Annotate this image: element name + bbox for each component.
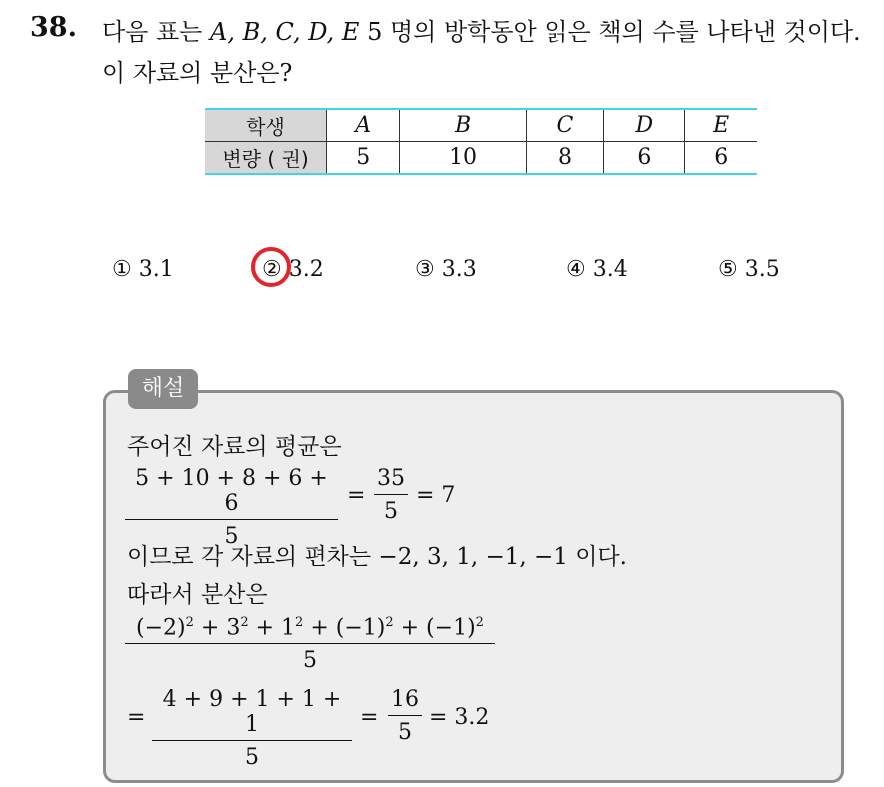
solution-tag: 해설 xyxy=(128,369,198,409)
mean-result: = 7 xyxy=(416,483,456,508)
table-header-value: 변량 ( 권) xyxy=(205,142,327,175)
final-denominator-2: 5 xyxy=(388,715,422,745)
choice-5[interactable]: ⑤ 3.5 xyxy=(718,257,780,282)
final-denominator: 5 xyxy=(152,740,352,770)
question-vars: A, B, C, D, E xyxy=(210,18,360,46)
table-cell: C xyxy=(526,109,604,142)
table-cell: 8 xyxy=(526,142,604,175)
table-header-student: 학생 xyxy=(205,109,327,142)
table-row xyxy=(205,109,757,142)
table-cell: E xyxy=(685,109,757,142)
question-prefix: 다음 표는 xyxy=(102,18,203,46)
solution-line-deviation: 이므로 각 자료의 편차는 −2, 3, 1, −1, −1 이다. xyxy=(127,544,627,570)
choice-4[interactable]: ④ 3.4 xyxy=(566,257,628,282)
mean-fraction-2 xyxy=(374,466,408,524)
question-text-line1 xyxy=(102,12,861,47)
choice-1[interactable]: ① 3.1 xyxy=(112,257,174,282)
table-cell: 5 xyxy=(327,142,400,175)
table-cell: 6 xyxy=(604,142,685,175)
mean-denominator-2: 5 xyxy=(374,494,408,524)
variance-denominator: 5 xyxy=(125,643,495,673)
variance-numerator: $(-2)^2 + 3^2 + 1^2 + (-1)^2 + (-1)^2$ xyxy=(136,615,484,641)
data-table xyxy=(205,108,757,175)
mean-numerator: 5 + 10 + 8 + 6 + 6 xyxy=(135,466,328,516)
answer-circle-mark xyxy=(251,247,291,287)
table-cell: 10 xyxy=(400,142,526,175)
mean-numerator-2: 35 xyxy=(377,466,405,491)
question-number: 38. xyxy=(30,12,77,43)
choice-3[interactable]: ③ 3.3 xyxy=(415,257,477,282)
table-cell: D xyxy=(604,109,685,142)
final-result: = 3.2 xyxy=(429,705,490,730)
final-equals: = xyxy=(127,705,146,730)
solution-line-variance-intro: 따라서 분산은 xyxy=(127,582,268,608)
final-equals-2: = xyxy=(360,705,379,730)
final-fraction-2 xyxy=(388,687,422,745)
mean-fraction xyxy=(125,466,338,549)
solution-line-mean-intro: 주어진 자료의 평균은 xyxy=(127,434,342,460)
question-text-line2: 이 자료의 분산은? xyxy=(102,59,293,87)
table-row xyxy=(205,142,757,175)
final-fraction xyxy=(152,687,352,770)
mean-equals: = xyxy=(347,483,366,508)
variance-fraction xyxy=(125,615,495,673)
mean-denominator: 5 xyxy=(125,519,338,549)
final-numerator-2: 16 xyxy=(391,687,419,712)
table-cell: 6 xyxy=(685,142,757,175)
choice-2[interactable]: ② 3.2 xyxy=(262,257,324,282)
table-cell: B xyxy=(400,109,526,142)
final-numerator: 4 + 9 + 1 + 1 + 1 xyxy=(162,687,342,737)
table-cell: A xyxy=(327,109,400,142)
question-suffix: 5 명의 방학동안 읽은 책의 수를 나타낸 것이다. xyxy=(367,18,861,46)
